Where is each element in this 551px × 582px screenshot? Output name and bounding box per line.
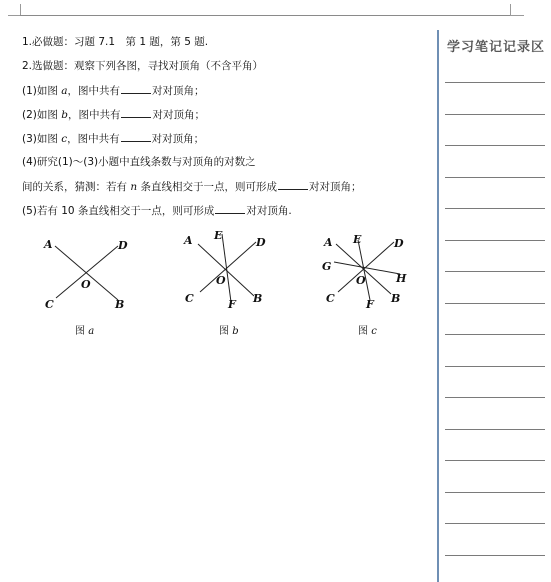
figure-c-caption-variable: c (371, 326, 377, 337)
question-1-variable: a (61, 85, 68, 97)
label-f: F (366, 298, 374, 311)
note-writing-line[interactable] (445, 271, 545, 272)
question-2-middle: ，图中共有 (67, 109, 121, 121)
figure-a-caption-variable: a (88, 326, 95, 337)
question-3-variable: c (61, 133, 68, 145)
question-1-answer-blank[interactable] (121, 83, 151, 94)
label-e: E (353, 233, 362, 246)
label-c: C (326, 292, 335, 305)
question-2-variable: b (61, 109, 68, 121)
notes-divider (437, 30, 439, 582)
line-ef (358, 240, 370, 300)
label-h: H (396, 272, 407, 285)
figure-c-caption (358, 322, 377, 337)
figure-b-caption (219, 322, 239, 337)
label-a: A (324, 236, 333, 249)
label-c: C (45, 298, 54, 311)
label-d: D (394, 237, 404, 250)
corner-mark-left-h (8, 15, 20, 16)
figure-b-caption-variable: b (232, 326, 239, 337)
question-4-line-2 (22, 179, 361, 194)
question-1-suffix: 对对顶角； (151, 85, 205, 97)
question-5-suffix: 对对顶角. (246, 205, 292, 217)
figure-a-caption (75, 322, 94, 337)
required-homework-line (22, 35, 208, 49)
question-2-answer-blank[interactable] (121, 107, 151, 118)
label-b: B (115, 298, 125, 311)
question-5-answer-blank[interactable] (215, 203, 245, 214)
label-o: O (81, 278, 91, 291)
note-writing-line[interactable] (445, 240, 545, 241)
corner-mark-left (20, 4, 21, 15)
label-b: B (391, 292, 401, 305)
note-writing-line[interactable] (445, 460, 545, 461)
label-d: D (118, 239, 128, 252)
corner-mark-right (510, 4, 511, 15)
figure-b-caption-prefix: 图 (219, 326, 233, 337)
label-a: A (44, 238, 53, 251)
question-1-middle: ，图中共有 (67, 85, 120, 97)
figure-a-diagram (38, 228, 138, 318)
question-5-prefix: (5)若有 10 条直线相交于一点，则可形成 (22, 205, 215, 217)
label-a: A (184, 234, 193, 247)
note-writing-line[interactable] (445, 82, 545, 83)
question-3 (22, 131, 204, 146)
question-1-prefix: (1)如图 (22, 85, 62, 97)
label-f: F (228, 298, 236, 311)
question-2-suffix: 对对顶角； (152, 109, 205, 121)
question-4-suffix: 对对顶角； (308, 181, 362, 193)
note-writing-line[interactable] (445, 429, 545, 430)
figure-b-diagram (180, 228, 280, 318)
label-g: G (322, 260, 332, 273)
question-3-suffix: 对对顶角； (151, 133, 205, 145)
figure-a-caption-prefix: 图 (75, 326, 89, 337)
question-4-variable: n (130, 181, 138, 193)
question-3-prefix: (3)如图 (22, 133, 62, 145)
note-writing-line[interactable] (445, 492, 545, 493)
question-3-middle: ，图中共有 (67, 133, 120, 145)
question-4-line-1 (22, 155, 256, 169)
label-e: E (214, 229, 223, 242)
figure-c-diagram (318, 228, 418, 318)
note-writing-line[interactable] (445, 303, 545, 304)
line-dc (200, 242, 256, 292)
page-top-rule (20, 15, 510, 16)
question-2-prefix: (2)如图 (22, 109, 62, 121)
question-4-text: (4)研究(1)～(3)小题中直线条数与对顶角的对数之 (22, 156, 256, 168)
label-o: O (356, 274, 366, 287)
question-5 (22, 203, 292, 218)
required-homework-text: 1.必做题：习题 7.1 第 1 题，第 5 题. (22, 36, 209, 48)
note-writing-line[interactable] (445, 334, 545, 335)
note-writing-line[interactable] (445, 177, 545, 178)
question-4-prefix: 间的关系，猜测：若有 (22, 181, 131, 193)
question-3-answer-blank[interactable] (121, 131, 151, 142)
notes-panel (437, 30, 551, 582)
corner-mark-right-h (510, 15, 524, 16)
figure-c-caption-prefix: 图 (358, 326, 372, 337)
note-writing-line[interactable] (445, 366, 545, 367)
question-2 (22, 107, 205, 122)
question-4-answer-blank[interactable] (278, 179, 308, 190)
line-dc (338, 242, 394, 292)
label-c: C (185, 292, 194, 305)
note-writing-line[interactable] (445, 397, 545, 398)
optional-homework-line (22, 59, 263, 73)
question-1 (22, 83, 204, 98)
label-b: B (253, 292, 263, 305)
label-d: D (256, 236, 266, 249)
note-writing-line[interactable] (445, 145, 545, 146)
notes-title: 学习笔记记录区 (447, 40, 546, 55)
question-4-middle: 条直线相交于一点，则可形成 (137, 181, 277, 193)
note-writing-line[interactable] (445, 555, 545, 556)
note-writing-line[interactable] (445, 114, 545, 115)
label-o: O (216, 274, 226, 287)
note-writing-line[interactable] (445, 208, 545, 209)
note-writing-line[interactable] (445, 523, 545, 524)
optional-homework-text: 2.选做题：观察下列各图，寻找对顶角（不含平角） (22, 60, 264, 72)
